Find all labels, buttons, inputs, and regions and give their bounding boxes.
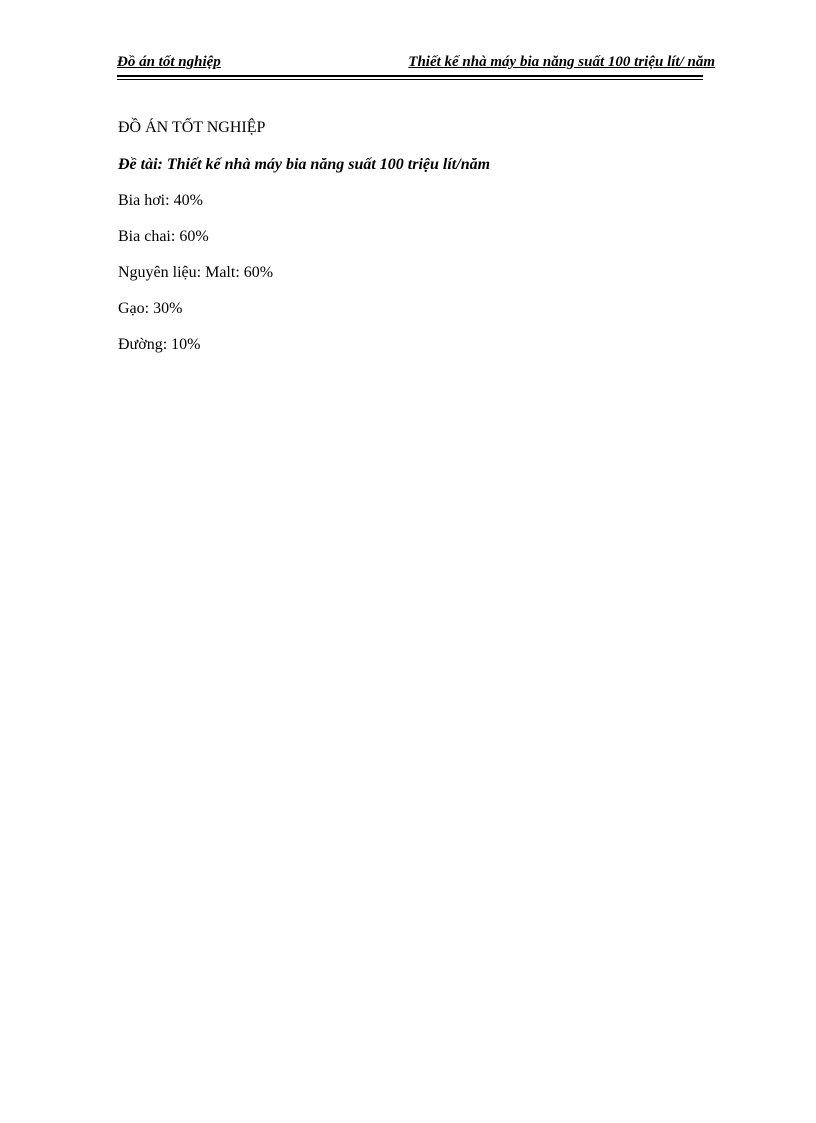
header-divider-thick (117, 75, 703, 77)
page-header (117, 52, 715, 74)
header-left-text: Đồ án tốt nghiệp (117, 54, 221, 70)
spec-line-sugar: Đường: 10% (118, 336, 201, 353)
spec-line-rice: Gạo: 30% (118, 300, 183, 317)
header-right-text: Thiết kế nhà máy bia năng suất 100 triệu lít/ năm (408, 54, 715, 70)
header-divider-thin (117, 79, 703, 80)
document-title: ĐỒ ÁN TỐT NGHIỆP (118, 119, 266, 136)
document-subtitle: Đề tài: Thiết kế nhà máy bia năng suất 100 triệu lít/năm (118, 156, 491, 173)
spec-line-bottled-beer: Bia chai: 60% (118, 228, 209, 245)
spec-line-malt: Nguyên liệu: Malt: 60% (118, 264, 274, 281)
spec-line-draft-beer: Bia hơi: 40% (118, 192, 203, 209)
